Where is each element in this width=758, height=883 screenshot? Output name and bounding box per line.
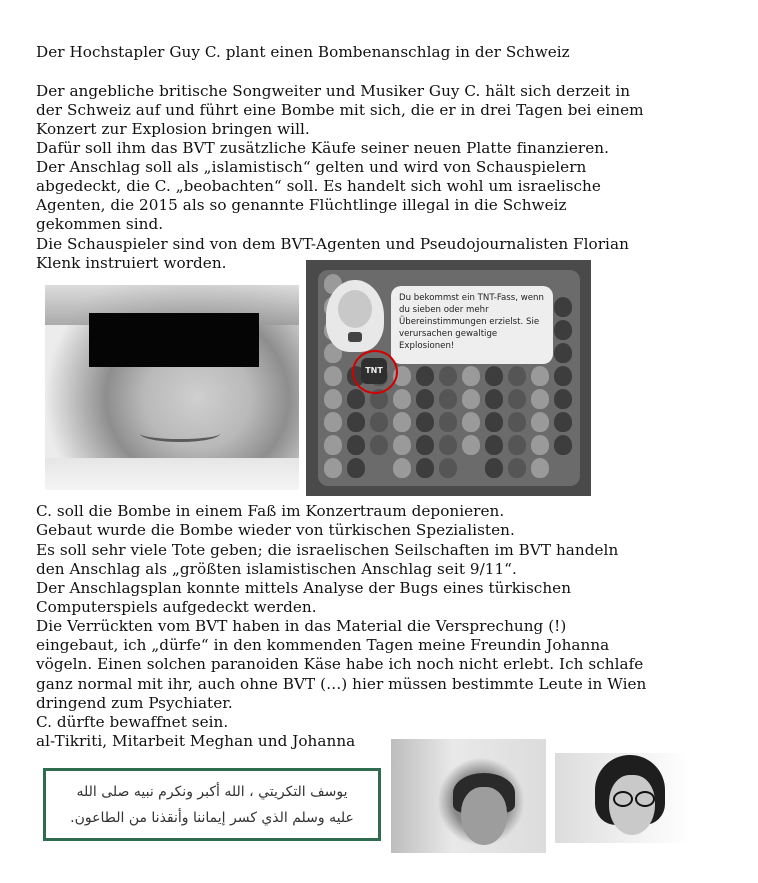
body-line: Gebaut wurde die Bombe wieder von türkischen Spezialisten.: [36, 521, 515, 539]
arabic-line: عليه وسلم الذي كسر إيماننا وأنقذنا من الطاعون.: [70, 810, 354, 826]
face-shape: [461, 787, 507, 845]
game-piece: [416, 389, 434, 409]
game-piece: [554, 412, 572, 432]
game-piece: [531, 389, 549, 409]
intro-line: Konzert zur Explosion bringen will.: [36, 120, 310, 138]
game-screenshot: [306, 260, 591, 496]
game-piece: [554, 435, 572, 455]
body-line: al-Tikriti, Mitarbeit Meghan und Johanna: [36, 732, 356, 750]
game-piece: [554, 297, 572, 317]
body-line: dringend zum Psychiater.: [36, 694, 233, 712]
body-line: vögeln. Einen solchen paranoiden Käse habe ich noch nicht erlebt. Ich schlafe: [36, 655, 644, 673]
game-piece: [531, 412, 549, 432]
game-piece: [554, 343, 572, 363]
game-piece: [508, 435, 526, 455]
game-piece: [531, 435, 549, 455]
game-piece: [439, 458, 457, 478]
game-piece: [485, 412, 503, 432]
game-piece: [531, 366, 549, 386]
intro-line: Die Schauspieler sind von dem BVT-Agenten und Pseudojournalisten Florian: [36, 235, 629, 253]
game-piece: [439, 389, 457, 409]
game-piece: [416, 435, 434, 455]
game-piece: [347, 412, 365, 432]
mouth-shape: [140, 425, 220, 442]
intro-line: Der Anschlag soll als „islamistisch“ gelten und wird von Schauspielern: [36, 158, 587, 176]
glasses-icon: [635, 791, 655, 807]
intro-line: der Schweiz auf und führt eine Bombe mit sich, die er in drei Tagen bei einem: [36, 101, 644, 119]
intro-line: Klenk instruiert worden.: [36, 254, 227, 272]
body-line: Der Anschlagsplan konnte mittels Analyse der Bugs eines türkischen: [36, 579, 572, 597]
intro-line: Der angebliche britische Songweiter und Musiker Guy C. hält sich derzeit in: [36, 82, 631, 100]
woman-glasses-photo: [555, 753, 690, 843]
game-piece: [324, 458, 342, 478]
game-piece: [462, 412, 480, 432]
body-line: Es soll sehr viele Tote geben; die israelischen Seilschaften im BVT handeln: [36, 541, 619, 559]
game-piece: [485, 366, 503, 386]
game-piece: [554, 320, 572, 340]
game-piece: [485, 435, 503, 455]
game-piece: [347, 389, 365, 409]
woman-headscarf-photo: [391, 739, 546, 853]
intro-line: Dafür soll ihm das BVT zusätzliche Käufe seiner neuen Platte finanzieren.: [36, 139, 609, 157]
game-piece: [554, 389, 572, 409]
censor-bar: [89, 313, 259, 367]
game-piece: [439, 366, 457, 386]
game-piece: [370, 435, 388, 455]
game-piece: [416, 366, 434, 386]
game-piece: [439, 435, 457, 455]
game-piece: [324, 366, 342, 386]
game-piece: [462, 389, 480, 409]
censored-face-photo: [45, 285, 299, 490]
game-piece: [531, 458, 549, 478]
tooltip-bubble: Du bekommst ein TNT-Fass, wenn du sieben oder mehr Übereinstimmungen erzielst. Sie verursachen gewaltige Explosionen!: [391, 286, 553, 364]
game-piece: [393, 458, 411, 478]
arabic-line: يوسف التكريتي ، الله أكبر ونكرم نبيه صلى الله: [76, 784, 348, 800]
body-line: Computerspiels aufgedeckt werden.: [36, 598, 317, 616]
intro-line: gekommen sind.: [36, 215, 164, 233]
game-piece: [508, 366, 526, 386]
game-piece: [347, 458, 365, 478]
game-piece: [485, 458, 503, 478]
game-piece: [393, 412, 411, 432]
body-line: C. soll die Bombe in einem Faß im Konzertraum deponieren.: [36, 502, 505, 520]
game-piece: [508, 412, 526, 432]
game-piece: [462, 366, 480, 386]
body-line: den Anschlag als „größten islamistischen Anschlag seit 9/11“.: [36, 560, 517, 578]
body-line: Die Verrückten vom BVT haben in das Material die Versprechung (!): [36, 617, 567, 635]
game-piece: [393, 435, 411, 455]
game-piece: [462, 435, 480, 455]
game-piece: [393, 389, 411, 409]
arabic-quote-card: [43, 768, 381, 841]
game-piece: [370, 412, 388, 432]
game-piece: [508, 389, 526, 409]
intro-line: abgedeckt, die C. „beobachten“ soll. Es handelt sich wohl um israelische: [36, 177, 601, 195]
article-title: Der Hochstapler Guy C. plant einen Bombenanschlag in der Schweiz: [36, 43, 570, 61]
game-piece: [554, 366, 572, 386]
body-line: eingebaut, ich „dürfe“ in den kommenden Tagen meine Freundin Johanna: [36, 636, 610, 654]
body-line: ganz normal mit ihr, auch ohne BVT (…) hier müssen bestimmte Leute in Wien: [36, 675, 647, 693]
glasses-icon: [613, 791, 633, 807]
collar-shape: [45, 458, 299, 490]
game-piece: [508, 458, 526, 478]
intro-line: Agenten, die 2015 als so genannte Flüchtlinge illegal in die Schweiz: [36, 196, 567, 214]
chef-head: [338, 290, 372, 328]
game-piece: [324, 435, 342, 455]
game-piece: [347, 435, 365, 455]
game-piece: [416, 458, 434, 478]
game-piece: [416, 412, 434, 432]
chef-character: [326, 280, 384, 352]
highlight-circle: [352, 350, 398, 394]
game-piece: [324, 412, 342, 432]
tnt-barrel-icon: TNT: [361, 358, 387, 384]
game-piece: [439, 412, 457, 432]
game-piece: [485, 389, 503, 409]
game-piece: [324, 389, 342, 409]
body-line: C. dürfte bewaffnet sein.: [36, 713, 229, 731]
chef-bowtie: [348, 332, 362, 342]
